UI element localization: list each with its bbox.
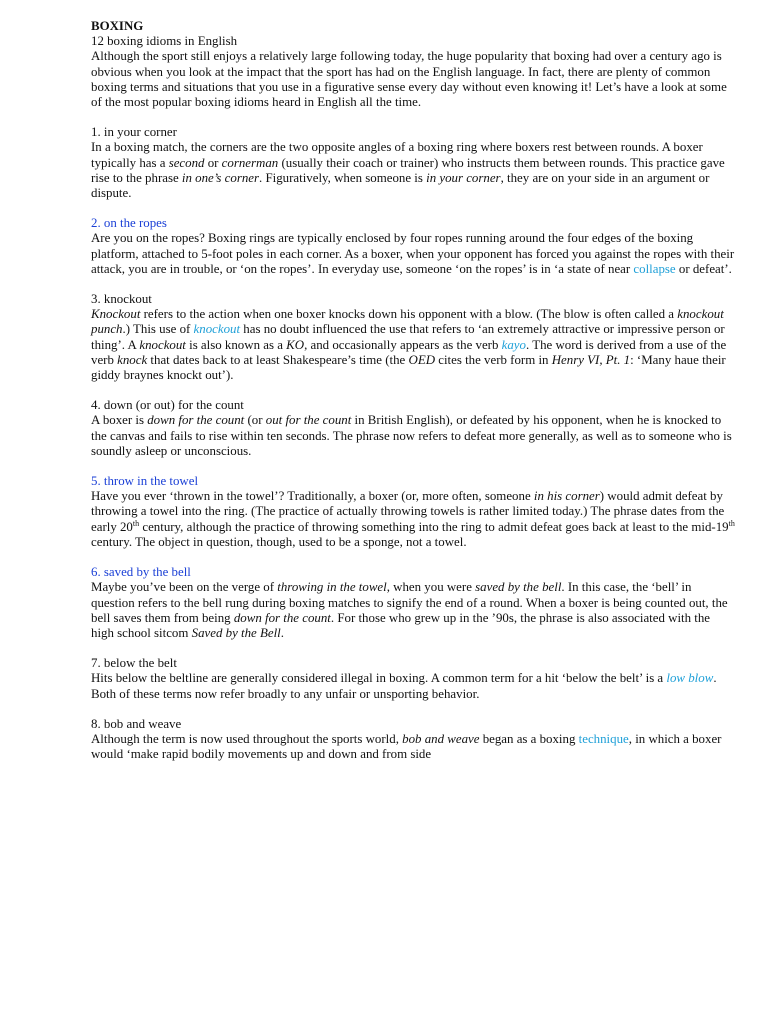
idiom-paragraph-2: Are you on the ropes? Boxing rings are typically enclosed by four ropes running around the four edges of the boxing platform, attached to 5-foot poles in each corner. As a boxer, when your opponent has forced you against the ropes with their attack, you are in trouble, or ‘on the ropes’. In everyday use, someone ‘on the ropes’ is in ‘a state of near collapse or defeat’. <box>91 231 738 276</box>
technique-link[interactable]: technique <box>578 731 629 746</box>
idiom-paragraph-1: In a boxing match, the corners are the two opposite angles of a boxing ring where boxers rest between rounds. A boxer typically has a second or cornerman (usually their coach or trainer) who instructs them between rounds. This practice gave rise to the phrase in one’s corner. Figuratively, when someone is in your corner, they are on your side in an argument or dispute. <box>91 140 728 201</box>
throw-in-the-towel-link[interactable]: throw in the towel <box>103 474 199 489</box>
document-title: BOXING <box>91 19 144 33</box>
idiom-paragraph-4: A boxer is down for the count (or out for the count in British English), or defeated by his opponent, when he is knocked to the canvas and fails to rise within ten seconds. The phrase now refers to defeat more generally, as well as to someone who is soundly asleep or unconscious. <box>91 413 735 458</box>
idiom-heading-2: 2. on the ropes <box>91 216 167 231</box>
idiom-heading-6: 6. saved by the bell <box>91 565 191 580</box>
idiom-paragraph-5: Have you ever ‘thrown in the towel’? Traditionally, a boxer (or, more often, someone in his corner) would admit defeat by throwing a towel into the ring. (The practice of actually throwing towels is rather limited today.) The phrase dates from the early 20th century, although the practice of throwing something into the ring to admit defeat goes back at least to the mid-19th century. The object in question, though, used to be a sponge, not a towel. <box>91 489 739 549</box>
idiom-paragraph-6: Maybe you’ve been on the verge of throwing in the towel, when you were saved by the bell. In this case, the ‘bell’ in question refers to the bell rung during boxing matches to signify the end of a round. When a boxer is being counted out, the bell saves them from being down for the count. For those who grew up in the ’90s, the phrase is also associated with the high school sitcom Saved by the Bell. <box>91 580 731 640</box>
idiom-paragraph-8: Although the term is now used throughout the sports world, bob and weave began as a boxing technique, in which a boxer would ‘make rapid bodily movements up and down and from side <box>91 731 725 762</box>
idiom-heading-5: 5. throw in the towel <box>91 474 199 489</box>
idiom-heading-4: 4. down (or out) for the count <box>91 398 244 413</box>
on-the-ropes-link[interactable]: on the ropes <box>103 216 167 231</box>
knockout-link[interactable]: knockout <box>193 322 241 337</box>
idiom-heading-3: 3. knockout <box>91 292 152 307</box>
document-subtitle: 12 boxing idioms in English <box>91 34 238 49</box>
idiom-paragraph-3: Knockout refers to the action when one boxer knocks down his opponent with a blow. (The blow is often called a knockout punch.) This use of knockout has no doubt influenced the use that refers to ‘an extremely attractive or impressive person or thing’. A knockout is also known as a KO, and occasionally appears as the verb kayo. The word is derived from a use of the verb knock that dates back to at least Shakespeare’s time (the OED cites the verb form in Henry VI, Pt. 1: ‘Many haue their giddy braynes knockt out’). <box>91 307 730 383</box>
document-page <box>91 19 739 762</box>
intro-paragraph: Although the sport still enjoys a relatively large following today, the huge popularity that boxing had over a century ago is obvious when you look at the impact that the sport has had on the English language. In fact, there are plenty of common boxing terms and situations that you use in a figurative sense every day without even knowing it! Let’s have a look at some of the most popular boxing idioms heard in English all the time. <box>91 49 727 110</box>
collapse-link[interactable]: collapse <box>633 261 676 276</box>
idiom-paragraph-7: Hits below the beltline are generally considered illegal in boxing. A common term for a hit ‘below the belt’ is a low blow. Both of these terms now refer broadly to any unfair or unsporting behavior. <box>91 671 720 701</box>
idiom-heading-1: 1. in your corner <box>91 125 177 140</box>
low-blow-link[interactable]: low blow <box>666 671 714 686</box>
idiom-heading-8: 8. bob and weave <box>91 716 182 731</box>
idiom-heading-7: 7. below the belt <box>91 656 177 671</box>
saved-by-the-bell-link[interactable]: saved by the bell <box>103 565 191 580</box>
kayo-link[interactable]: kayo <box>501 337 526 352</box>
